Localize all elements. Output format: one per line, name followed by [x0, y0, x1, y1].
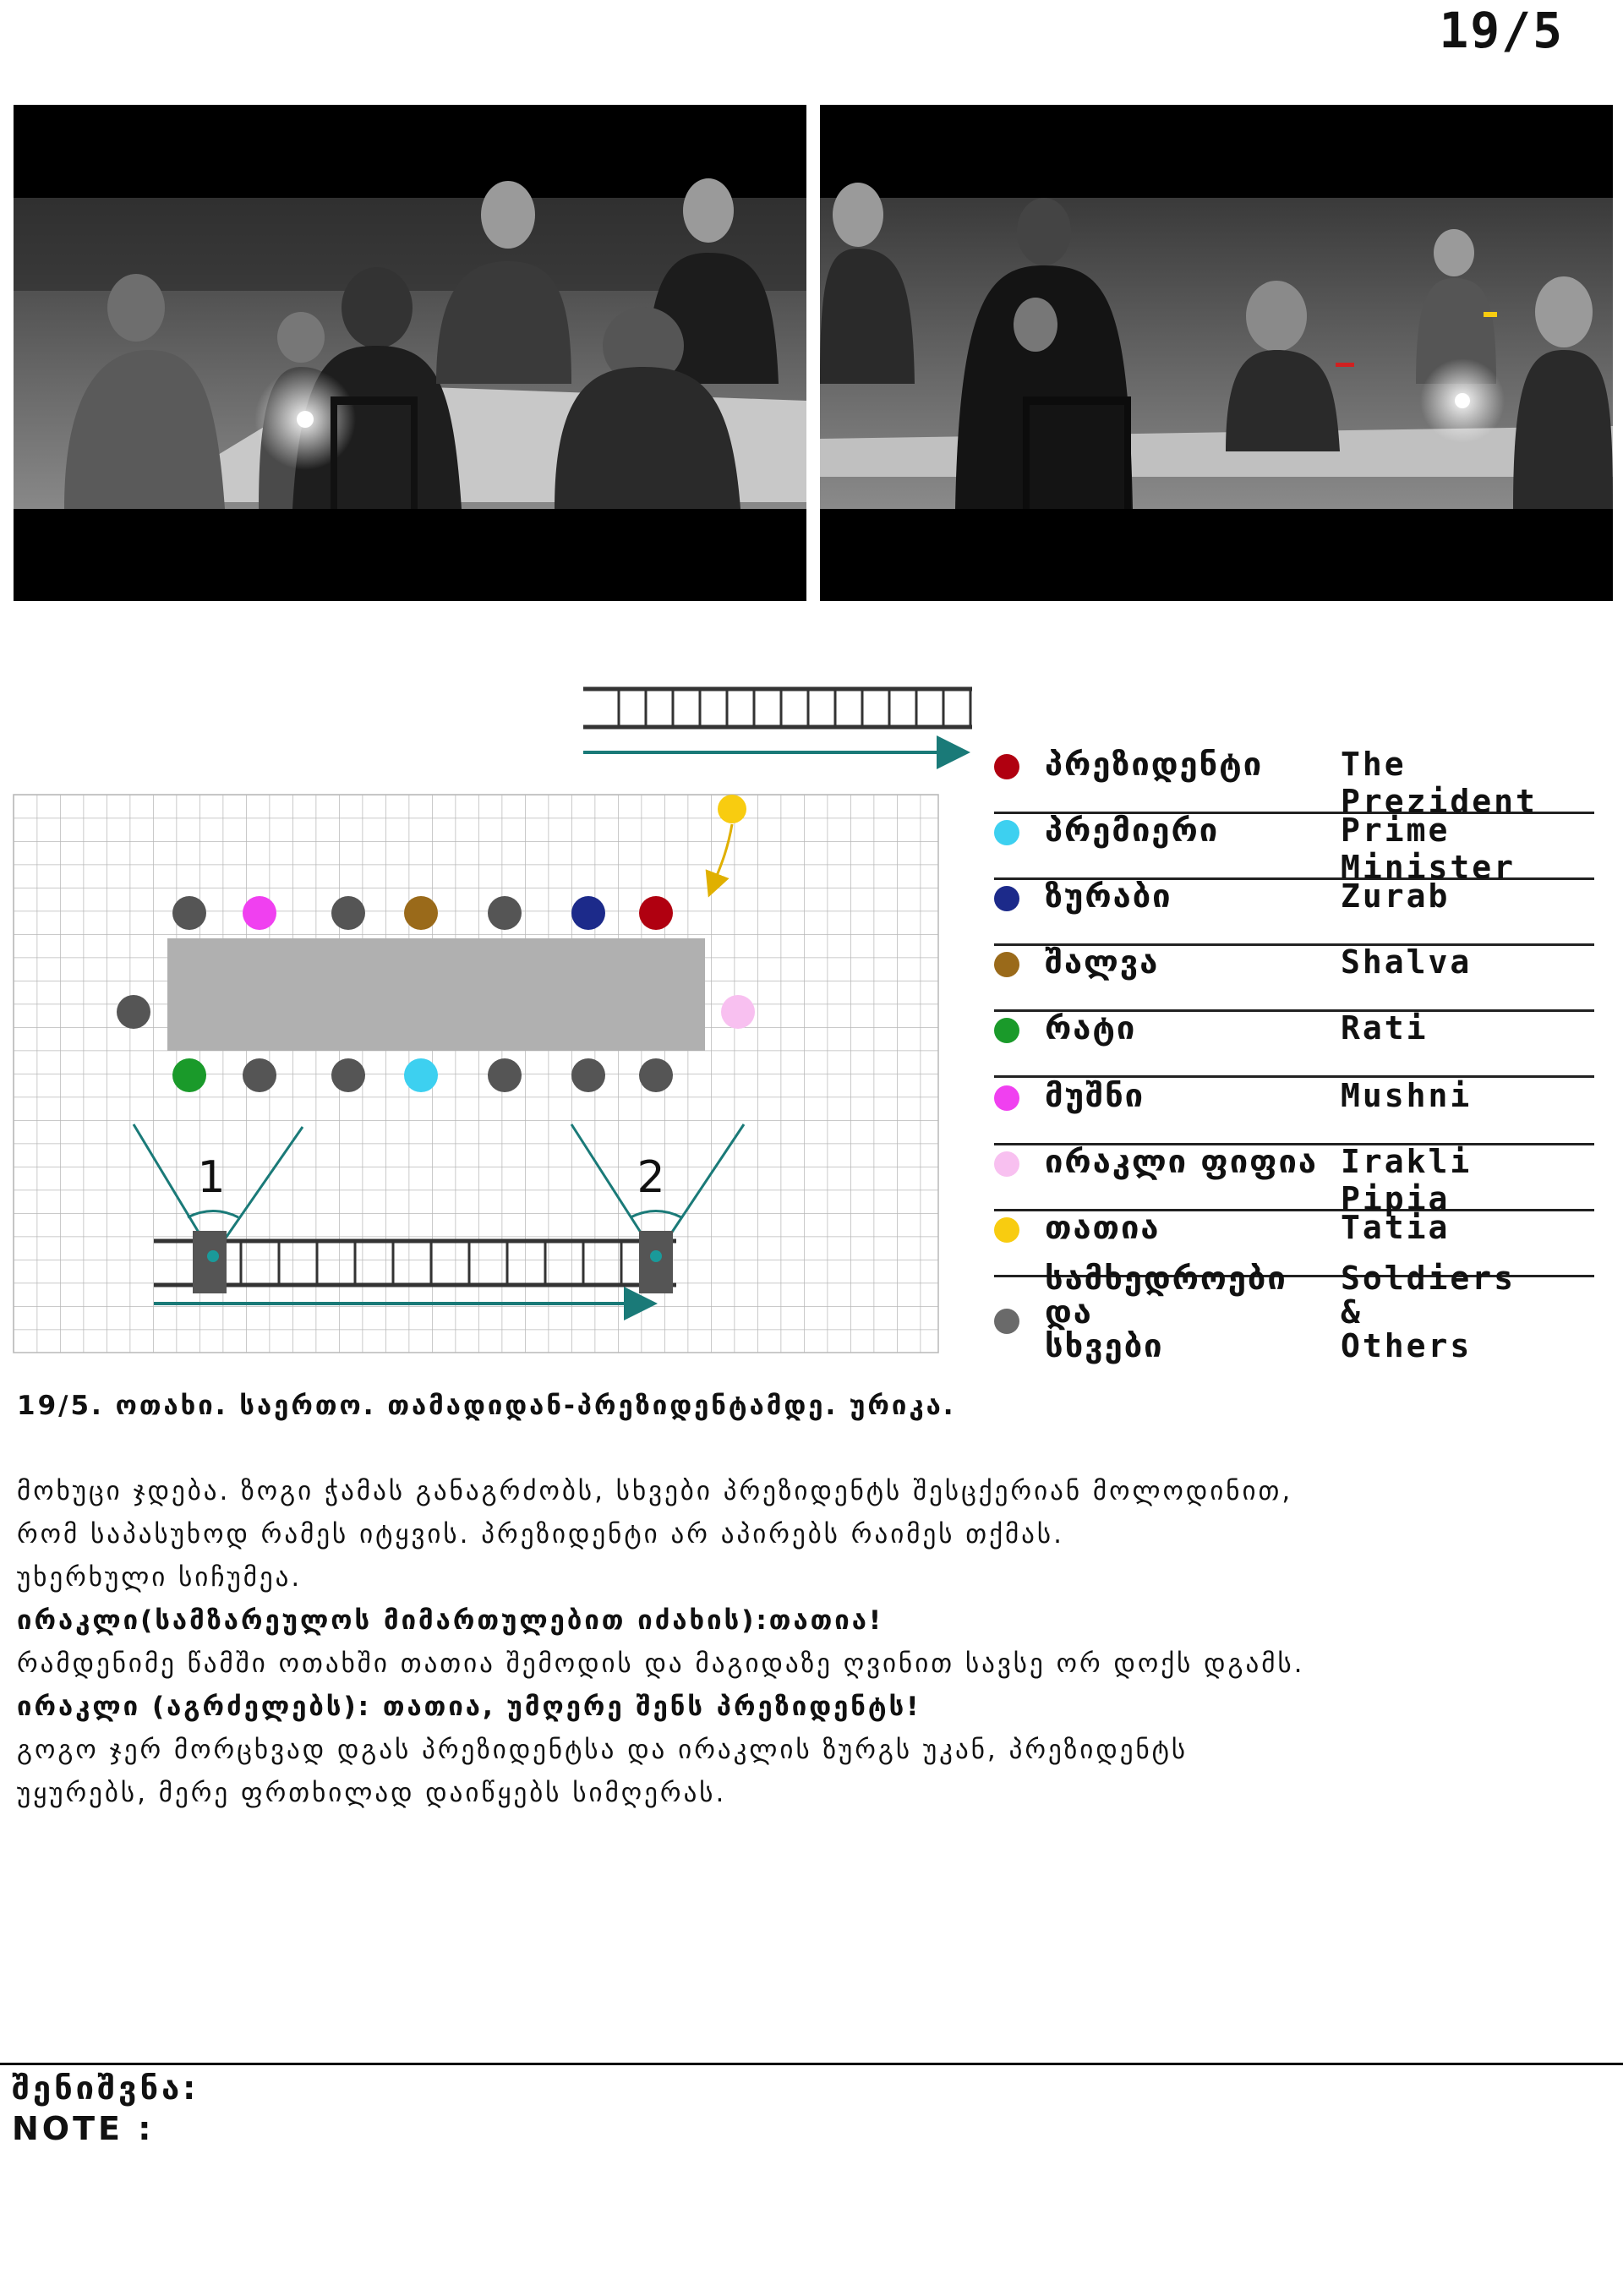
seat-soldier: [571, 1058, 605, 1092]
script-action-line: რომ საპასუხოდ რამეს იტყვის. პრეზიდენტი არ აპირებს რაიმეს თქმას.: [17, 1519, 1064, 1550]
seat-rati: [172, 1058, 206, 1092]
legend-label-georgian: პრემიერი: [1045, 812, 1220, 849]
legend-label-english: Mushni: [1341, 1077, 1473, 1114]
legend-label-georgian: პრეზიდენტი: [1045, 746, 1264, 783]
seat-zurab: [571, 896, 605, 930]
legend-label-english: [1341, 1261, 1516, 1363]
script-body: [17, 1470, 1589, 1815]
storyboard-illustration-1: [14, 105, 806, 601]
floor-grid: [14, 795, 938, 1353]
legend-label-english: Rati: [1341, 1009, 1429, 1047]
legend-label-english: The Prezident: [1341, 746, 1538, 820]
seat-shalva: [404, 896, 438, 930]
dining-table: [167, 938, 705, 1051]
legend-label-line: &: [1341, 1293, 1363, 1331]
legend-label-line: და: [1045, 1293, 1093, 1331]
seat-soldier: [331, 896, 365, 930]
legend-row: [994, 1141, 1594, 1217]
legend-label-georgian: ზურაბი: [1045, 877, 1172, 915]
blocking-diagram: [0, 659, 972, 1369]
seat-prime-minister: [404, 1058, 438, 1092]
seat-soldier: [172, 896, 206, 930]
legend-row: [994, 1075, 1594, 1145]
notes-label-en: NOTE :: [12, 2110, 155, 2147]
legend-label-english: Prime Minister: [1341, 812, 1516, 886]
legend-row: [994, 876, 1594, 946]
legend-label-english: Irakli Pipia: [1341, 1143, 1473, 1217]
legend-row: [994, 744, 1594, 820]
seat-soldier: [639, 1058, 673, 1092]
script-dialogue-line: ირაკლი(სამზარეულოს მიმართულებით იძახის):თათია!: [17, 1605, 884, 1636]
notes-label-ka: შენიშვნა:: [12, 2069, 199, 2107]
storyboard-frame-1: [14, 105, 806, 601]
scene-heading: 19/5. ოთახი. საერთო. თამადიდან-პრეზიდენტამდე. ურიკა.: [17, 1391, 956, 1421]
legend-label-line: სამხედროები: [1045, 1260, 1287, 1297]
legend-row: [994, 942, 1594, 1012]
legend-color-dot: [994, 886, 1019, 911]
seat-mushni: [243, 896, 276, 930]
script-action-line: უყურებს, მერე ფრთხილად დაიწყებს სიმღერას.: [17, 1778, 727, 1808]
seat-soldier: [488, 1058, 522, 1092]
legend-color-dot: [994, 1151, 1019, 1177]
legend-label-georgian: ირაკლი ფიფია: [1045, 1143, 1318, 1180]
legend-color-dot: [994, 952, 1019, 977]
seat-soldier: [488, 896, 522, 930]
script-dialogue-line: ირაკლი (აგრძელებს): თათია, უმღერე შენს პრეზიდენტს!: [17, 1692, 921, 1722]
legend-color-dot: [994, 820, 1019, 845]
legend-label-georgian: შალვა: [1045, 943, 1160, 981]
storyboard-frame-2: [820, 105, 1613, 601]
legend-color-dot: [994, 1309, 1019, 1334]
seat-soldier: [117, 995, 150, 1029]
legend-label-georgian: მუშნი: [1045, 1077, 1145, 1114]
legend-label-line: Others: [1341, 1327, 1473, 1364]
legend-label-georgian: თათია: [1045, 1209, 1161, 1246]
seat-soldier: [243, 1058, 276, 1092]
scene-script: [17, 1385, 1589, 1815]
seat-irakli-pipia: [721, 995, 755, 1029]
legend-label-georgian: რატი: [1045, 1009, 1137, 1047]
legend-label-english: Tatia: [1341, 1209, 1451, 1246]
camera-2-label: 2: [637, 1152, 665, 1203]
legend-row: [994, 1261, 1594, 1380]
legend-label-english: Shalva: [1341, 943, 1473, 981]
tatia-position: [718, 795, 746, 823]
legend-label-line: სხვები: [1045, 1327, 1164, 1364]
legend-label-english: Zurab: [1341, 877, 1451, 915]
script-action-line: მოხუცი ჯდება. ზოგი ჭამას განაგრძობს, სხვები პრეზიდენტს შესცქერიან მოლოდინით,: [17, 1476, 1293, 1506]
script-action-line: გოგო ჯერ მორცხვად დგას პრეზიდენტსა და ირაკლის ზურგს უკან, პრეზიდენტს: [17, 1735, 1189, 1765]
legend-row: [994, 810, 1594, 886]
page-number: 19/5: [1439, 2, 1564, 59]
legend-label-line: Soldiers: [1341, 1260, 1516, 1297]
legend-row: [994, 1008, 1594, 1078]
legend-color-dot: [994, 1085, 1019, 1111]
legend-color-dot: [994, 1018, 1019, 1043]
storyboard-illustration-2: [820, 105, 1613, 601]
legend-color-dot: [994, 1217, 1019, 1243]
legend-label-georgian: [1045, 1261, 1287, 1363]
script-action-line: უხერხული სიჩუმეა.: [17, 1562, 303, 1593]
seat-president: [639, 896, 673, 930]
top-dolly-track: [583, 689, 972, 727]
seat-soldier: [331, 1058, 365, 1092]
legend-color-dot: [994, 754, 1019, 779]
camera-1-label: 1: [197, 1152, 226, 1203]
notes-divider: [0, 2063, 1623, 2065]
script-action-line: რამდენიმე წამში ოთახში თათია შემოდის და მაგიდაზე ღვინით სავსე ორ დოქს დგამს.: [17, 1648, 1305, 1679]
